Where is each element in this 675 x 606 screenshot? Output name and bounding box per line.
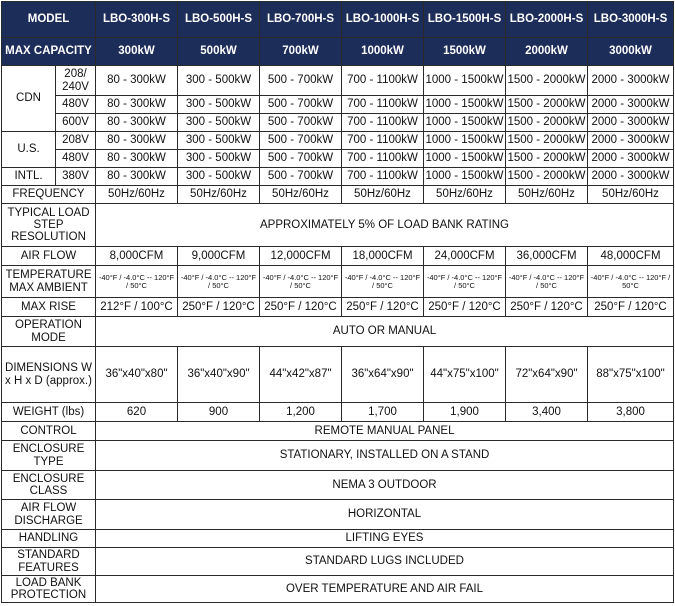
region-label: INTL. [2, 168, 56, 186]
air-flow-row-cell: 12,000CFM [260, 247, 342, 266]
spec-span-row-label: LOAD BANK PROTECTION [2, 576, 96, 603]
capacity-range-cell: 80 - 300kW [96, 66, 178, 96]
capacity-range-cell: 500 - 700kW [260, 66, 342, 96]
capacity-range-cell: 80 - 300kW [96, 150, 178, 168]
capacity-range-cell: 2000 - 3000kW [588, 96, 674, 114]
load-step-row [2, 204, 674, 247]
capacity-value: 700kW [260, 38, 342, 66]
capacity-range-cell: 2000 - 3000kW [588, 168, 674, 186]
operation-mode-row-value: AUTO OR MANUAL [96, 317, 674, 347]
spec-span-row-value: STATIONARY, INSTALLED ON A STAND [96, 441, 674, 471]
capacity-range-cell: 500 - 700kW [260, 96, 342, 114]
temperature-row-cell: -40°F / -4.0°C -- 120°F / 50°C [178, 266, 260, 298]
capacity-value: 1000kW [342, 38, 424, 66]
weight-row [2, 403, 674, 422]
max-rise-row-cell: 250°F / 120°C [260, 298, 342, 317]
capacity-value: 3000kW [588, 38, 674, 66]
frequency-row-cell: 50Hz/60Hz [178, 186, 260, 204]
model-name: LBO-1500H-S [424, 2, 506, 38]
capacity-range-cell: 1500 - 2000kW [506, 114, 588, 132]
dimensions-row-cell: 36"x40"x80" [96, 347, 178, 403]
capacity-range-cell: 1000 - 1500kW [424, 132, 506, 150]
capacity-range-cell: 2000 - 3000kW [588, 150, 674, 168]
model-name: LBO-1000H-S [342, 2, 424, 38]
model-name: LBO-700H-S [260, 2, 342, 38]
capacity-range-cell: 1000 - 1500kW [424, 96, 506, 114]
spec-span-row-value: LIFTING EYES [96, 530, 674, 548]
voltage-label: 380V [56, 168, 96, 186]
max-rise-row-cell: 212°F / 100°C [96, 298, 178, 317]
max-rise-row-cell: 250°F / 120°C [178, 298, 260, 317]
weight-row-cell: 3,400 [506, 403, 588, 422]
region-label: CDN [2, 66, 56, 132]
temperature-row [2, 266, 674, 298]
temperature-row-cell: -40°F / -4.0°C -- 120°F / 50°C [96, 266, 178, 298]
voltage-label: 480V [56, 96, 96, 114]
frequency-row-cell: 50Hz/60Hz [424, 186, 506, 204]
capacity-range-cell: 80 - 300kW [96, 96, 178, 114]
model-name: LBO-3000H-S [588, 2, 674, 38]
voltage-row [2, 168, 674, 186]
dimensions-row-cell: 72"x64"x90" [506, 347, 588, 403]
capacity-range-cell: 1000 - 1500kW [424, 168, 506, 186]
model-name: LBO-300H-S [96, 2, 178, 38]
frequency-row-cell: 50Hz/60Hz [96, 186, 178, 204]
frequency-row-cell: 50Hz/60Hz [342, 186, 424, 204]
weight-row-cell: 1,900 [424, 403, 506, 422]
capacity-label: MAX CAPACITY [2, 38, 96, 66]
spec-span-row [2, 471, 674, 500]
temperature-row-cell: -40°F / -4.0°C -- 120°F / 50°C [424, 266, 506, 298]
spec-span-row-label: ENCLOSURE TYPE [2, 441, 96, 471]
spec-span-row-value: HORIZONTAL [96, 500, 674, 530]
weight-row-cell: 3,800 [588, 403, 674, 422]
capacity-range-cell: 300 - 500kW [178, 96, 260, 114]
spec-span-row [2, 548, 674, 576]
capacity-value: 500kW [178, 38, 260, 66]
capacity-range-cell: 1000 - 1500kW [424, 114, 506, 132]
max-rise-row [2, 298, 674, 317]
dimensions-row-cell: 44"x75"x100" [424, 347, 506, 403]
frequency-row [2, 186, 674, 204]
capacity-value: 1500kW [424, 38, 506, 66]
capacity-range-cell: 500 - 700kW [260, 114, 342, 132]
spec-span-row-label: STANDARD FEATURES [2, 548, 96, 576]
capacity-range-cell: 2000 - 3000kW [588, 66, 674, 96]
frequency-row-cell: 50Hz/60Hz [506, 186, 588, 204]
air-flow-row-cell: 18,000CFM [342, 247, 424, 266]
spec-span-row-value: OVER TEMPERATURE AND AIR FAIL [96, 576, 674, 603]
voltage-label: 208/ 240V [56, 66, 96, 96]
capacity-range-cell: 700 - 1100kW [342, 150, 424, 168]
air-flow-row-cell: 9,000CFM [178, 247, 260, 266]
capacity-range-cell: 1500 - 2000kW [506, 132, 588, 150]
temperature-row-cell: -40°F / -4.0°C -- 120°F / 50°C [260, 266, 342, 298]
spec-span-row [2, 530, 674, 548]
air-flow-row-cell: 48,000CFM [588, 247, 674, 266]
operation-mode-row [2, 317, 674, 347]
max-rise-row-cell: 250°F / 120°C [506, 298, 588, 317]
capacity-range-cell: 1500 - 2000kW [506, 150, 588, 168]
dimensions-row-cell: 88"x75"x100" [588, 347, 674, 403]
header-model-row [2, 2, 674, 38]
capacity-range-cell: 1500 - 2000kW [506, 96, 588, 114]
weight-row-label: WEIGHT (lbs) [2, 403, 96, 422]
capacity-range-cell: 700 - 1100kW [342, 66, 424, 96]
capacity-value: 2000kW [506, 38, 588, 66]
capacity-range-cell: 2000 - 3000kW [588, 132, 674, 150]
air-flow-row-cell: 24,000CFM [424, 247, 506, 266]
capacity-range-cell: 700 - 1100kW [342, 132, 424, 150]
capacity-range-cell: 300 - 500kW [178, 114, 260, 132]
capacity-range-cell: 1000 - 1500kW [424, 150, 506, 168]
header-capacity-row [2, 38, 674, 66]
spec-span-row-label: HANDLING [2, 530, 96, 548]
capacity-range-cell: 300 - 500kW [178, 66, 260, 96]
temperature-row-cell: -40°F / -4.0°C -- 120°F / 50°C [342, 266, 424, 298]
spec-span-row-value: NEMA 3 OUTDOOR [96, 471, 674, 500]
capacity-range-cell: 300 - 500kW [178, 150, 260, 168]
spec-span-row-label: ENCLOSURE CLASS [2, 471, 96, 500]
voltage-row [2, 114, 674, 132]
capacity-range-cell: 300 - 500kW [178, 132, 260, 150]
spec-span-row [2, 576, 674, 603]
max-rise-row-cell: 250°F / 120°C [424, 298, 506, 317]
model-label: MODEL [2, 2, 96, 38]
voltage-row [2, 66, 674, 96]
voltage-row [2, 96, 674, 114]
spec-span-row [2, 422, 674, 441]
weight-row-cell: 1,200 [260, 403, 342, 422]
capacity-range-cell: 1500 - 2000kW [506, 66, 588, 96]
weight-row-cell: 1,700 [342, 403, 424, 422]
capacity-range-cell: 500 - 700kW [260, 168, 342, 186]
air-flow-row [2, 247, 674, 266]
max-rise-row-cell: 250°F / 120°C [588, 298, 674, 317]
load-step-row-value: APPROXIMATELY 5% OF LOAD BANK RATING [96, 204, 674, 247]
dimensions-row-label: DIMENSIONS W x H x D (approx.) [2, 347, 96, 403]
capacity-range-cell: 300 - 500kW [178, 168, 260, 186]
voltage-row [2, 132, 674, 150]
region-label: U.S. [2, 132, 56, 168]
voltage-label: 600V [56, 114, 96, 132]
capacity-range-cell: 1000 - 1500kW [424, 66, 506, 96]
spec-span-row-label: CONTROL [2, 422, 96, 441]
model-name: LBO-2000H-S [506, 2, 588, 38]
temperature-row-cell: -40°F / -4.0°C -- 120°F / 50°C [506, 266, 588, 298]
frequency-row-cell: 50Hz/60Hz [588, 186, 674, 204]
spec-span-row-value: REMOTE MANUAL PANEL [96, 422, 674, 441]
capacity-range-cell: 500 - 700kW [260, 132, 342, 150]
spec-span-row [2, 441, 674, 471]
spec-span-row-label: AIR FLOW DISCHARGE [2, 500, 96, 530]
operation-mode-row-label: OPERATION MODE [2, 317, 96, 347]
capacity-range-cell: 1500 - 2000kW [506, 168, 588, 186]
capacity-range-cell: 2000 - 3000kW [588, 114, 674, 132]
frequency-row-cell: 50Hz/60Hz [260, 186, 342, 204]
air-flow-row-cell: 36,000CFM [506, 247, 588, 266]
air-flow-row-label: AIR FLOW [2, 247, 96, 266]
spec-span-row [2, 500, 674, 530]
load-step-row-label: TYPICAL LOAD STEP RESOLUTION [2, 204, 96, 247]
spec-table [1, 1, 674, 603]
capacity-range-cell: 80 - 300kW [96, 168, 178, 186]
dimensions-row-cell: 36"x64"x90" [342, 347, 424, 403]
max-rise-row-cell: 250°F / 120°C [342, 298, 424, 317]
voltage-label: 480V [56, 150, 96, 168]
voltage-label: 208V [56, 132, 96, 150]
temperature-row-label: TEMPERATURE MAX AMBIENT [2, 266, 96, 298]
capacity-range-cell: 700 - 1100kW [342, 96, 424, 114]
max-rise-row-label: MAX RISE [2, 298, 96, 317]
voltage-row [2, 150, 674, 168]
weight-row-cell: 620 [96, 403, 178, 422]
dimensions-row-cell: 36"x40"x90" [178, 347, 260, 403]
frequency-row-label: FREQUENCY [2, 186, 96, 204]
capacity-range-cell: 500 - 700kW [260, 150, 342, 168]
capacity-range-cell: 80 - 300kW [96, 114, 178, 132]
spec-span-row-value: STANDARD LUGS INCLUDED [96, 548, 674, 576]
air-flow-row-cell: 8,000CFM [96, 247, 178, 266]
capacity-range-cell: 80 - 300kW [96, 132, 178, 150]
temperature-row-cell: -40°F / -4.0°C -- 120°F / 50°C [588, 266, 674, 298]
weight-row-cell: 900 [178, 403, 260, 422]
model-name: LBO-500H-S [178, 2, 260, 38]
dimensions-row [2, 347, 674, 403]
capacity-range-cell: 700 - 1100kW [342, 114, 424, 132]
capacity-range-cell: 700 - 1100kW [342, 168, 424, 186]
capacity-value: 300kW [96, 38, 178, 66]
dimensions-row-cell: 44"x42"x87" [260, 347, 342, 403]
